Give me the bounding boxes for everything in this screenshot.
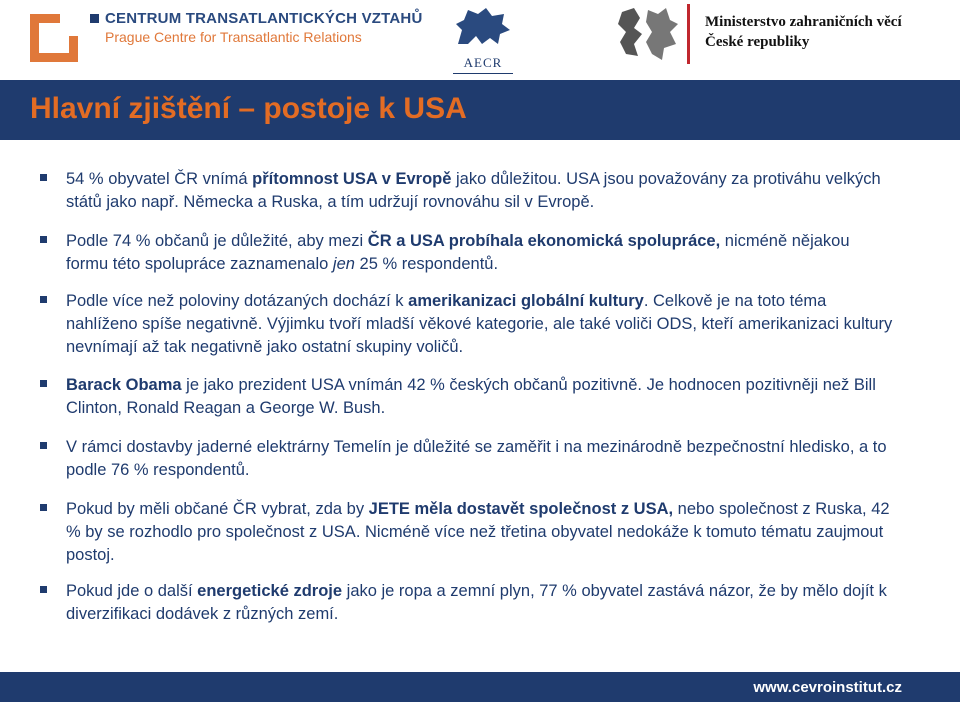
ministry-divider (687, 4, 690, 64)
text-run: 25 % respondentů. (354, 255, 499, 273)
ministry-line2: České republiky (705, 34, 810, 50)
bullet-marker-icon (40, 296, 47, 303)
org-name-czech: CENTRUM TRANSATLANTICKÝCH VZTAHŮ (105, 10, 423, 27)
text-run: Podle 74 % občanů je důležité, aby mezi (66, 232, 368, 250)
bullet-marker-icon (40, 442, 47, 449)
text-run: Podle více než poloviny dotázaných dochází k (66, 292, 409, 310)
emphasis-italic: jen (332, 255, 355, 273)
emphasis-bold: přítomnost USA v Evropě (252, 170, 452, 188)
text-run: 54 % obyvatel ČR vnímá (66, 170, 253, 188)
emphasis-bold: amerikanizaci globální kultury (408, 292, 644, 310)
cevro-logo-icon (30, 14, 78, 62)
aecr-label: AECR (463, 55, 503, 70)
bullet-marker-icon (40, 380, 47, 387)
text-run: jako je ropa a zemní plyn, 77 % obyvatel zastává názor, že by mělo dojít k diverzifikaci dodávek z různých zemí. (66, 582, 887, 623)
finding-text (66, 374, 896, 420)
text-run: Pokud jde o další (66, 582, 198, 600)
ministry-line1: Ministerstvo zahraničních věcí (705, 14, 902, 30)
title-bar (0, 80, 960, 140)
aecr-logo (448, 4, 518, 76)
text-run: nebo společnost z Ruska, 42 % by se rozhodlo pro společnost z USA. Nicméně více než třetina obyvatel nedokáže k tomuto tématu zaujmout postoj. (66, 500, 890, 564)
lion-icon (452, 4, 514, 50)
footer-url: www.cevroinstitut.cz (753, 679, 902, 696)
text-run: nicméně nějakou formu této spolupráce zaznamenalo (66, 232, 850, 273)
ministry-wordmark (705, 12, 902, 52)
finding-text (66, 168, 896, 214)
text-run: jako důležitou. USA jsou považovány za protiváhu velkých států jako např. Německa a Ruska, a tím udržují rovnováhu sil v Evropě. (66, 170, 881, 211)
text-run: Pokud by měli občané ČR vybrat, zda by (66, 500, 369, 518)
finding-text (66, 436, 896, 482)
bullet-marker-icon (40, 236, 47, 243)
emphasis-bold: Barack Obama (66, 376, 182, 394)
bullet-marker-icon (40, 504, 47, 511)
finding-text (66, 498, 896, 567)
finding-text (66, 290, 896, 359)
text-run: . Celkově je na toto téma nahlíženo spíše negativně. Výjimku tvoří mladší věkové kategorie, ale také voliči ODS, kteří amerikanizaci kultury nevnímají až tak negativně jako ostatní skupiny voličů. (66, 292, 893, 356)
emphasis-bold: JETE měla dostavět společnost z USA, (368, 500, 674, 518)
emphasis-bold: ČR a USA probíhala ekonomická spolupráce, (367, 232, 721, 250)
org-name-english: Prague Centre for Transatlantic Relations (105, 29, 362, 45)
czech-coat-of-arms-icon (612, 4, 692, 68)
page-title: Hlavní zjištění – postoje k USA (30, 92, 467, 125)
bullet-marker-icon (40, 586, 47, 593)
text-run: V rámci dostavby jaderné elektrárny Temelín je důležité se zaměřit i na mezinárodně bezpečnostní hledisko, a to podle 76 % respondentů. (66, 438, 887, 479)
emphasis-bold: energetické zdroje (197, 582, 343, 600)
bullet-marker-icon (40, 174, 47, 181)
finding-text (66, 230, 896, 276)
cevro-wordmark (90, 10, 422, 45)
footer-bar (0, 672, 960, 702)
finding-text (66, 580, 896, 626)
logo-strip (0, 0, 960, 80)
text-run: je jako prezident USA vnímán 42 % českých občanů pozitivně. Je hodnocen pozitivněji než Bill Clinton, Ronald Reagan a George W. Bush. (66, 376, 876, 417)
